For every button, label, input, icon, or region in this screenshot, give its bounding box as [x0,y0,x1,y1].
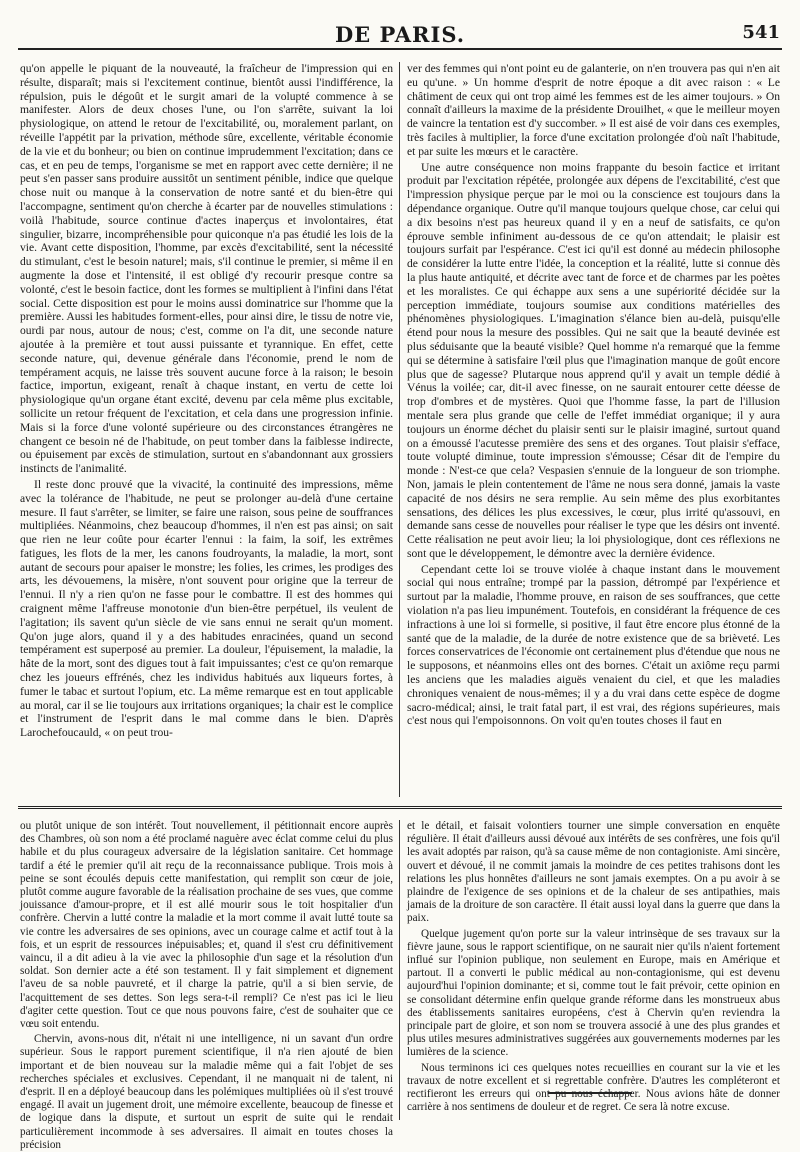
column-divider [399,62,400,797]
paragraph: ou plutôt unique de son intérêt. Tout nouvellement, il pétitionnait encore auprès des Chambres, où son nom a été proclamé naguère avec éclat comme celui du plus habile et du plus courageux adversaire de la législation sanitaire. Cet hommage tardif a été le premier qu'il ait reçu de la reconnaissance publique. Trois mois à peine se sont écoulés depuis cette manifestation, qui remplit son cœur de joie, plutôt comme augure favorable de la réalisation prochaine de ses vues, que comme jouissance d'amour-propre, et il est allé mourir sous le toit hospitalier d'un confrère. Chervin a lutté contre la maladie et la mort comme il avait lutté toute sa vie contre les adversaires de ses opinions, avec un courage calme et actif tout à la fois, et un esprit de ressources inépuisables; et, quand il s'est cru définitivement vaincu, il a dit adieu à la vie avec la philosophie d'un sage et la résolution d'un soldat. Son dernier acte a été son testament. Il y fait simplement et dignement l'aveu de sa noble pauvreté, et il charge la patrie, qu'il a si bien servie, de l'acquittement de ses dettes. Son legs sera-t-il rempli? Ce n'est pas ici le lieu d'agiter cette question. Tout ce que nous pouvons faire, c'est de souhaiter que ce vœu soit entendu. [20,820,393,1031]
paragraph: Il reste donc prouvé que la vivacité, la continuité des impressions, même avec la tolérance de l'habitude, ne peut se prolonger au-delà d'une certaine mesure. Il faut s'arrêter, se limiter, se faire une raison, sous peine de souffrances multipliées. Néanmoins, chez beaucoup d'hommes, il n'en est pas ainsi; on sait que rien ne leur coûte pour écarter l'ennui : la faim, la soif, les extrêmes fatigues, les flots de la mer, les canons foudroyants, la maladie, la mort, sont autant de secours pour apaiser le monstre; les folies, les crimes, les prodiges des arts, les dévouemens, la misère, n'ont souvent pour origine que la terreur de l'ennui. Il n'y a rien qu'on ne fasse pour le combattre. Il est des hommes qui craignent même l'affreuse monotonie d'un bien-être perpétuel, ils veulent de l'agitation; ils savent qu'un siècle de vie sans ennui ne serait qu'un moment. Qu'on juge alors, quand il y a des habitudes enracinées, quand un second tempérament est superposé au premier. La douleur, l'épuisement, la maladie, la hâte de la mort, sont des digues tout à fait impuissantes; c'est ce qu'on remarque chez les joueurs effrénés, chez les individus habitués aux liqueurs fortes, à fumer le tabac et surtout l'opium, etc. La même remarque est en tout applicable au moral, car il se lie toujours aux irritations organiques; la chair est le complice et l'instrument de l'esprit dans le mal comme dans le bien. D'après Larochefoucauld, « on peut trou- [20,477,393,740]
paragraph: ver des femmes qui n'ont point eu de galanterie, on n'en trouvera pas qui n'en ait eu qu'une. » Un homme d'esprit de notre époque a dit avec raison : « Le châtiment de ceux qui ont trop aimé les femmes est de les aimer toujours. » On connaît d'ailleurs la maxime de la présidente Drouilhet, « que le meilleur moyen de vaincre la tentation est d'y succomber. » Il est aisé de voir dans ces exemples, très faciles à multiplier, la force d'une excitation prolongée d'où naît l'habitude, et par suite les mœurs et le caractère. [407,62,780,158]
paragraph: Cependant cette loi se trouve violée à chaque instant dans le mouvement social qui nous entraîne; trompé par la passion, détrompé par l'expérience et surtout par la maladie, l'homme prouve, en raison de ses souffrances, que cette violation n'a pas lieu impunément. Toutefois, en considérant la fréquence de ces infractions à une loi si formelle, si positive, il faut être encore plus étonné de la santé que de la maladie, de la durée de notre existence que de sa brièveté. Les forces conservatrices de l'économie ont certainement plus d'étendue que nous ne le supposons, et néanmoins elles ont des bornes. C'était un axiôme reçu parmi les anciens que les maladies aiguës venaient du ciel, et que les maladies chroniques venaient de nous-mêmes; il y a du vrai dans cette espèce de dogme sacro-médical; ainsi, le trait fatal part, il est vrai, des régions supérieures, mais c'est nous qui l'empoisonnons. On voit qu'en toutes choses il faut en [407,562,780,728]
running-title: DE PARIS. [334,22,466,47]
column-top-left [20,62,393,797]
page-number: 541 [742,22,780,43]
column-bottom-right [407,820,780,1114]
column-bottom-left [20,820,393,1151]
section-divider [18,806,782,809]
paragraph: qu'on appelle le piquant de la nouveauté, la fraîcheur de l'impression qui en résulte, disparaît; mais si l'excitement continue, bientôt aussi l'indifférence, la répulsion, puis le dégoût et le surgit amari de la volupté commence à se manifester. Alors de deux choses l'une, ou l'on s'arrête, suivant la loi physiologique, on attend le retour de l'excitabilité, ou, moralement parlant, on réveille l'appétit par la privation, méthode sûre, excellente, véritable économie de la vie et du bonheur; ou bien on continue imprudemment l'excitation; dans ce cas, et en peu de temps, l'organisme se met en rapport avec cette dernière; il ne peut s'en passer sans produire aussitôt un sentiment pénible, indice que quelque chose nuit ou manque à la conservation de notre santé et du bien-être qui l'accompagne, sentiment qu'on cherche à écarter par de nouvelles stimulations : voilà l'habitude, source continue d'actes inaperçus et involontaires, état singulier, bizarre, incompréhensible pour quiconque n'a pas étudié les lois de la vie. Avant cette disposition, l'homme, par excès d'excitabilité, sent la nécessité du stimulant, c'est le besoin naturel; mais, s'il continue le premier, si même il en augmente la dose et l'intensité, il est obligé d'y recourir presque contre sa volonté, c'est le besoin factice, dont les formes se multiplient à l'infini dans l'état social. Cette disposition est pour le moins aussi dominatrice sur l'homme que la première. Aussi les habitudes forment-elles, pour ainsi dire, le tissu de notre vie, ourdi par nous, autour de nous; c'est, comme on l'a dit, une seconde nature ajoutée à la première et tout aussi puissante et tyrannique. En effet, cette seconde nature, qui, devenue générale dans l'économie, prend le nom de tempérament acquis, ne laisse très souvent aucune force à la raison; le besoin factice, importun, exigeant, renaît à chaque instant, en vertu de cette loi physiologique qu'un organe étant excité, devenu par cela même plus excitable, sollicite un retour fréquent de l'excitation, et cela dans une progression infinie. Mais si la force d'une volonté supérieure ou des circonstances étrangères ne changent ce besoin né de l'habitude, on peut tomber dans la faiblesse indirecte, ou épuisement par excès de stimulation, surtout en s'abandonnant aux grossiers instincts de l'animalité. [20,62,393,476]
end-of-article-rule [548,1092,632,1094]
page-header [18,20,782,50]
paragraph: Nous terminons ici ces quelques notes recueillies en courant sur la vie et les travaux de notre excellent et si regrettable confrère. D'autres les compléteront et rectifieront les erreurs qui ont pu nous échapper. Nous avions hâte de donner carrière à nos sentimens de douleur et de regret. Ce sera là notre excuse. [407,1061,780,1114]
column-divider [399,820,400,1120]
paragraph: Chervin, avons-nous dit, n'était ni une intelligence, ni un savant d'un ordre supérieur. Sous le rapport purement scientifique, il n'a rien ajouté de bien important et de bien nouveau sur la maladie même qui a fait l'objet de ses recherches spéciales et exclusives. Cependant, il ne manquait ni de talent, ni d'esprit. Il en a déployé beaucoup dans les polémiques multipliées où il s'est trouvé engagé. Il avait un jugement droit, une mémoire excellente, beaucoup de finesse et de logique dans la dispute, et surtout un esprit de suite qui le rendait particulièrement incommode à ses adversaires. Il aimait en toutes choses la précision [20,1033,393,1151]
paragraph: Quelque jugement qu'on porte sur la valeur intrinsèque de ses travaux sur la fièvre jaune, sous le rapport scientifique, on ne saurait nier qu'ils n'aient fortement influé sur l'opinion publique, non seulement en Europe, mais en Amérique et partout. Il a converti le public médical au non-contagionisme, qui est devenu aujourd'hui l'opinion dominante; et si, comme tout le fait prévoir, cette opinion en se consolidant détermine enfin quelque grande réforme dans les monstrueux abus des établissements sanitaires européens, c'est à Chervin qu'en reviendra la principale part de gloire, et son nom se trouvera associé à une des plus grandes et plus utiles mesures administratives suggérées aux gouvernements modernes par les lumières de la science. [407,927,780,1059]
paragraph: et le détail, et faisait volontiers tourner une simple conversation en enquête régulière. Il était d'ailleurs aussi dévoué aux intérêts de ses confrères, une fois qu'il les avait adoptés par raison, qu'à sa cause même de non contagioniste. Ami sincère, ouvert et dévoué, il ne commit jamais la moindre de ces petites trahisons dont les relations les plus honnêtes d'ailleurs ne sont jamais exemptes. On a pu avoir à se plaindre de l'exigence de ses opinions et de la chaleur de ses antipathies, mais jamais de la droiture de son caractère. Il était aussi loyal dans la guerre que dans la paix. [407,820,780,925]
paragraph: Une autre conséquence non moins frappante du besoin factice et irritant produit par l'excitation répétée, prolongée aux dépens de l'excitabilité, c'est que l'impression physique perçue par le moi ou la conscience est toujours dans la dépendance organique. Outre qu'il manque toujours quelque chose, car celui qui a dix besoins n'est pas heureux quand il y en a neuf de satisfaits, ce qu'on éprouve semble infiniment au-dessous de ce qu'on attendait; le plaisir est toujours surfait par l'espérance. C'est ici qu'il est donné au médecin philosophe de considérer la lutte entre l'idée, la conception et la réalité, lutte si connue dès la plus haute antiquité, et décrite avec tant de force et de charmes par les poètes et les moralistes. Ce qui échappe aux sens a une supériorité décidée sur la perception immédiate, toujours soumise aux conditions matérielles des phénomènes physiologiques. L'imagination s'élance bien au-delà, puisqu'elle étend pour nous la mesure des possibles. Qui ne sait que la beauté devinée est plus séduisante que la beauté visible? Quel homme n'a remarqué que la femme qui se détermine à satisfaire l'œil plus que l'imagination manque de goût encore plus que de sagesse? Plutarque nous apprend qu'il y avait un temple dédié à Vénus la voilée; car, dit-il avec finesse, on ne saurait entourer cette déesse de trop d'ombres et de mystères. Quoi que l'homme fasse, la part de l'illusion mentale sera plus grande que celle de l'effet immédiat organique; il y aura toujours un énorme déchet du plaisir senti sur le plaisir imaginé, surtout quand on a émoussé l'acutesse première des sens et des organes. Tout plaisir s'efface, toute volupté diminue, toute impression s'émousse; César dit de l'empire du monde : N'est-ce que cela? Vespasien s'ennuie de la longueur de son triomphe. Non, jamais le plein contentement de l'âme ne nous sera donné, jamais la vaste capacité de nos désirs ne sera remplie. Au sein même des plus exorbitantes sensations, des délices les plus excessives, le cœur, plus irrité qu'assouvi, en demande sans cesse de nouvelles pour réaliser le type que les désirs ont inventé. Cette réalisation ne peut avoir lieu; la loi physiologique, dont ces réflexions ne sont que le développement, le démontre avec la dernière évidence. [407,160,780,560]
column-top-right [407,62,780,797]
